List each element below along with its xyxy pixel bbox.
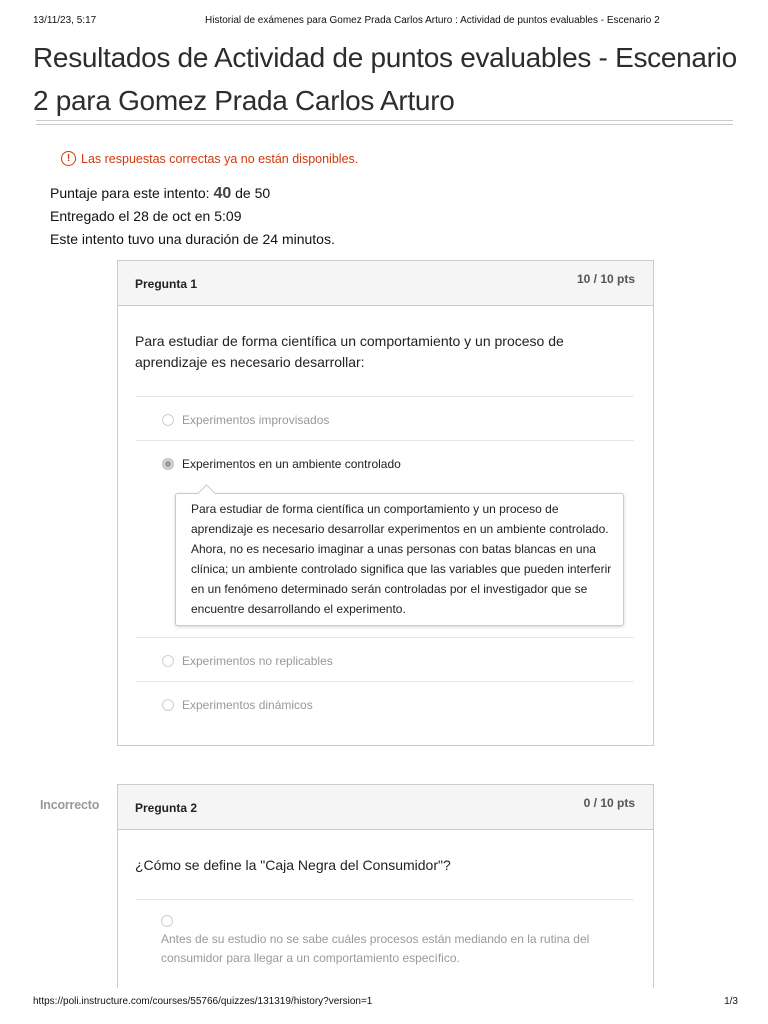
print-doc-title: Historial de exámenes para Gomez Prada Carlos Arturo : Actividad de puntos evaluables - Escenario 2 [205, 15, 660, 26]
answer-feedback: Para estudiar de forma científica un comportamiento y un proceso de aprendizaje es necesario desarrollar experimentos en un ambiente controlado. Ahora, no es necesario imaginar a unas personas con batas blancas en una clínica; un ambiente controlado significa que las variables que pueden interferir en un fenómeno determinado serán controladas por el investigador que se encuentre desarrollando el experimento. [175, 493, 624, 626]
answer-label: Experimentos en un ambiente controlado [182, 457, 401, 471]
question-name: Pregunta 1 [135, 277, 198, 291]
attempt-duration: Este intento tuvo una duración de 24 minutos. [50, 231, 335, 247]
answer-label: Antes de su estudio no se sabe cuáles procesos están mediando en la rutina del consumidor para llegar a un comportamiento específico. [161, 932, 590, 965]
notice-text: Las respuestas correctas ya no están disponibles. [81, 151, 359, 166]
question-points: 0 / 10 pts [583, 796, 635, 810]
attempt-score: Puntaje para este intento: 40 de 50 [50, 185, 271, 202]
page-title: Resultados de Actividad de puntos evaluables - Escenario 2 para Gomez Prada Carlos Arturo [33, 42, 737, 116]
question-2 [117, 784, 654, 988]
incorrect-badge: Incorrecto [40, 798, 100, 812]
print-footer [33, 996, 738, 1010]
print-page-number: 1/3 [724, 996, 738, 1007]
print-url: https://poli.instructure.com/courses/55766/quizzes/131319/history?version=1 [33, 996, 373, 1007]
answer-label: Experimentos no replicables [182, 654, 333, 668]
radio-button[interactable] [161, 915, 173, 927]
question-text: ¿Cómo se define la "Caja Negra del Consumidor"? [135, 857, 451, 873]
attempt-submitted: Entregado el 28 de oct en 5:09 [50, 208, 242, 224]
print-datetime: 13/11/23, 5:17 [33, 15, 97, 26]
question-text: Para estudiar de forma científica un comportamiento y un proceso de aprendizaje es necesario desarrollar: [135, 333, 564, 370]
alert-circle-icon: ! [61, 151, 76, 166]
answer-label: Experimentos dinámicos [182, 698, 313, 712]
score-value: 40 [213, 185, 232, 202]
question-name: Pregunta 2 [135, 801, 198, 815]
question-header [118, 785, 653, 830]
answer-label: Experimentos improvisados [182, 413, 330, 427]
question-points: 10 / 10 pts [576, 272, 635, 286]
answer-option[interactable] [136, 899, 634, 988]
